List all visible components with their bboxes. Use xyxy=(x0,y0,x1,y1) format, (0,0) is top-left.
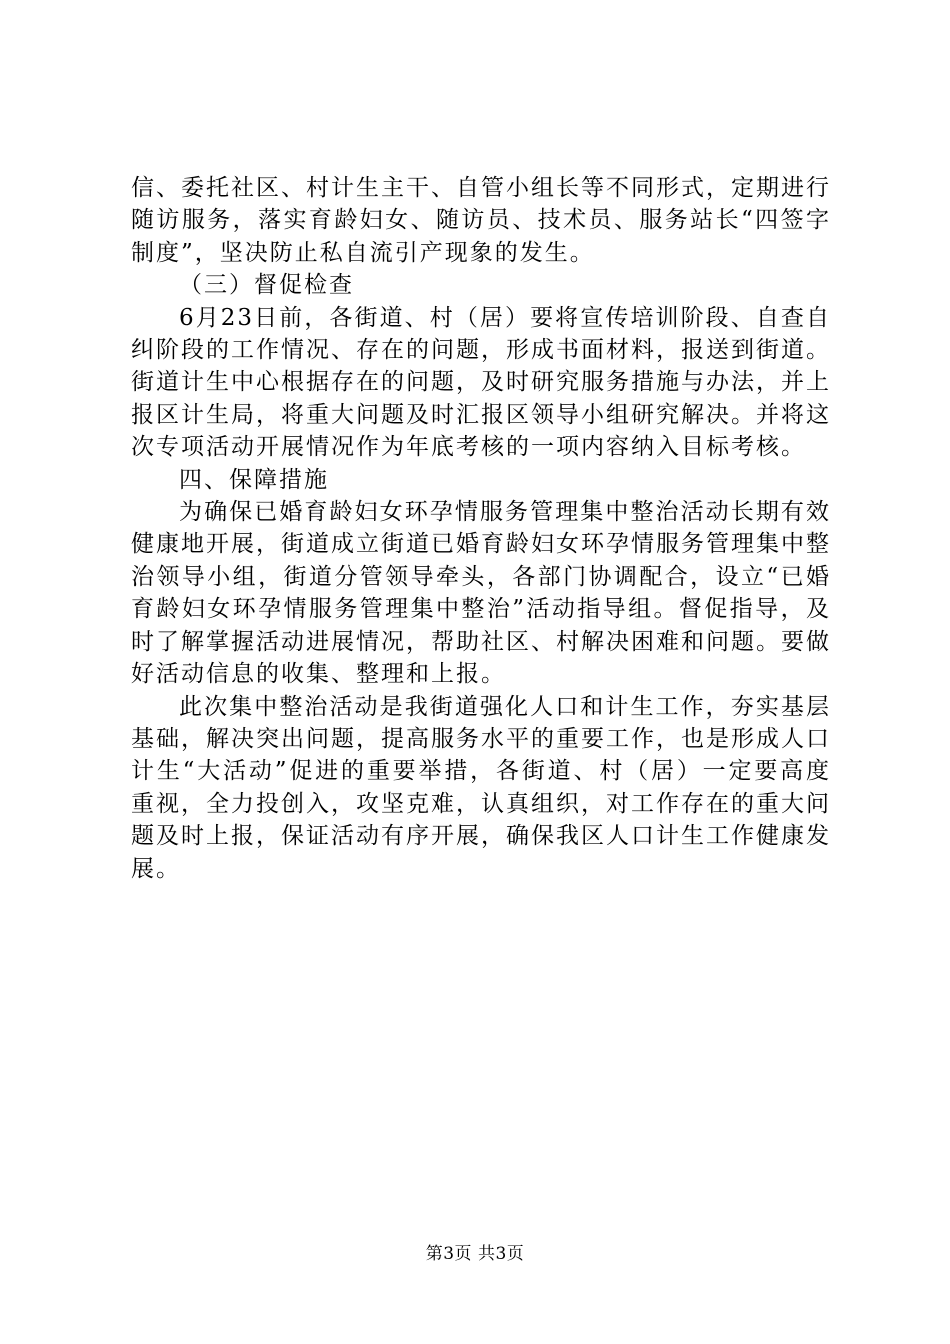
paragraph-inspection: 6月23日前，各街道、村（居）要将宣传培训阶段、自查自纠阶段的工作情况、存在的问题，形成书面材料，报送到街道。街道计生中心根据存在的问题，及时研究服务措施与办法，并上报区计生局，将重大问题及时汇报区领导小组研究解决。并将这次专项活动开展情况作为年底考核的一项内容纳入目标考核。 xyxy=(131,304,831,461)
paragraph-continued: 信、委托社区、村计生主干、自管小组长等不同形式，定期进行随访服务，落实育龄妇女、随访员、技术员、服务站长“四签字制度”，坚决防止私自流引产现象的发生。 xyxy=(131,175,831,266)
section-heading-measures: 四、保障措施 xyxy=(179,466,329,493)
paragraph-conclusion: 此次集中整治活动是我街道强化人口和计生工作，夯实基层基础，解决突出问题，提高服务水平的重要工作，也是形成人口计生“大活动”促进的重要举措，各街道、村（居）一定要高度重视，全力投创入，攻坚克难，认真组织，对工作存在的重大问题及时上报，保证活动有序开展，确保我区人口计生工作健康发展。 xyxy=(131,693,831,882)
page-footer: 第3页 共3页 xyxy=(425,1244,525,1264)
document-body xyxy=(131,172,831,885)
paragraph-measures: 为确保已婚育龄妇女环孕情服务管理集中整治活动长期有效健康地开展，街道成立街道已婚育龄妇女环孕情服务管理集中整治领导小组，街道分管领导牵头，各部门协调配合，设立“已婚育龄妇女环孕情服务管理集中整治”活动指导组。督促指导，及时了解掌握活动进展情况，帮助社区、村解决困难和问题。要做好活动信息的收集、整理和上报。 xyxy=(131,499,831,688)
section-heading-inspection: （三）督促检查 xyxy=(179,272,354,299)
